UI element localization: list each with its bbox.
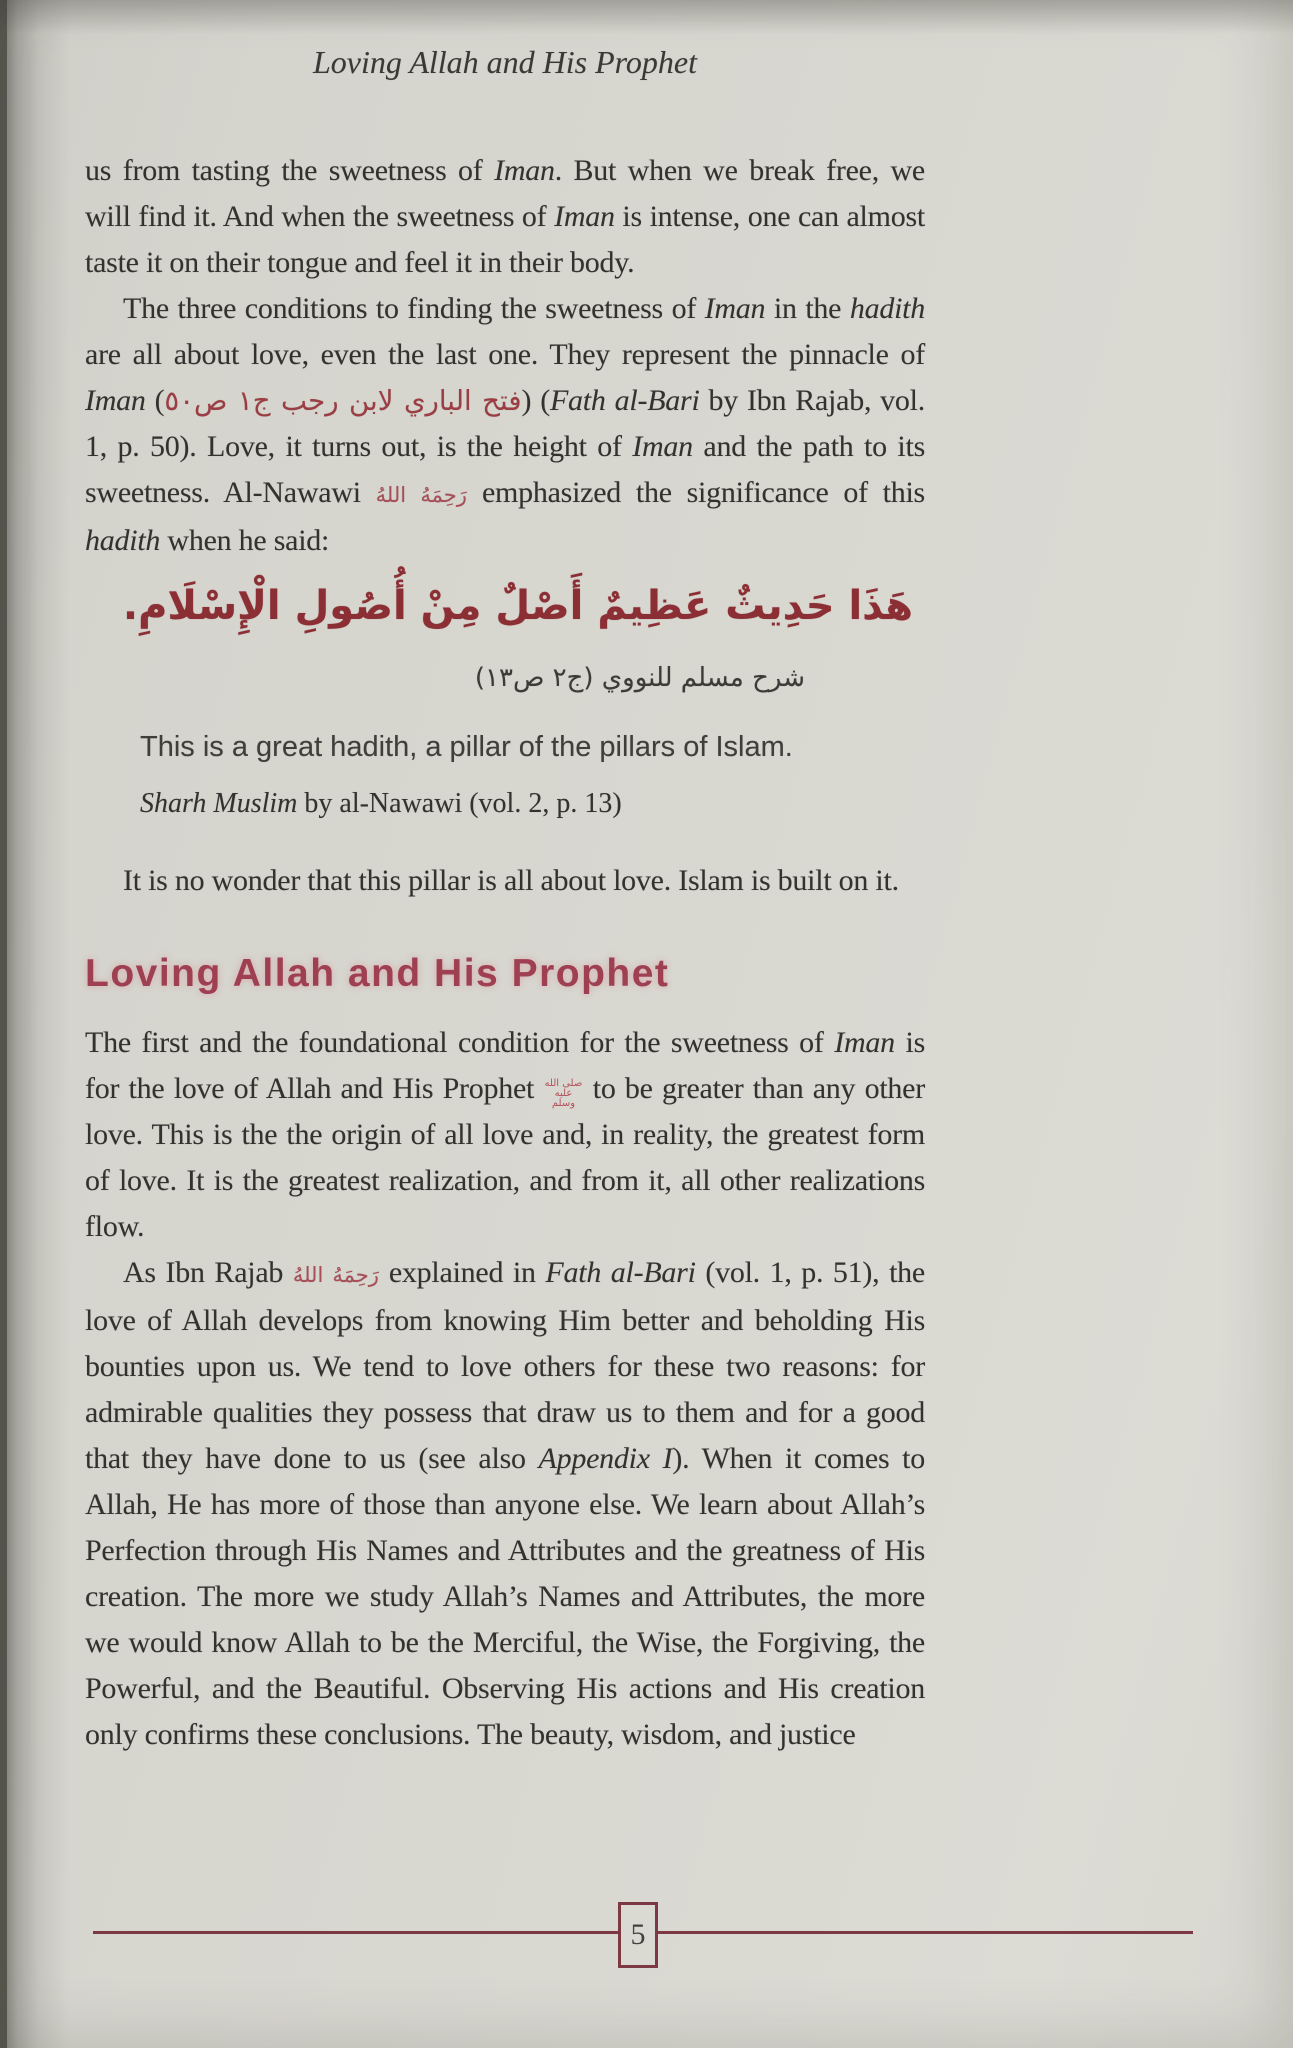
text-column: [85, 148, 925, 1758]
hadith-citation: Sharh Muslim by al-Nawawi (vol. 2, p. 13): [140, 788, 622, 819]
section-heading: Loving Allah and His Prophet: [85, 952, 670, 995]
running-header: Loving Allah and His Prophet: [313, 44, 697, 80]
body-paragraph-5: As Ibn Rajab رَحِمَهُ اللهُ explained in Fath al-Bari (vol. 1, p. 51), the love of Allah develops from knowing Him better and beholding His bounties upon us. We tend to love others for these two reasons: for admirable qualities they possess that draw us to them and for a good that they have done to us (see also Appendix I). When it comes to Allah, He has more of those than anyone else. We learn about Allah’s Perfection through His Names and Attributes and the greatness of His creation. The more we study Allah’s Names and Attributes, the more we would know Allah to be the Merciful, the Wise, the Forgiving, the Powerful, and the Beautiful. Observing His actions and His creation only confirms these conclusions. The beauty, wisdom, and justice: [85, 1256, 925, 1751]
body-paragraph-2: The three conditions to finding the sweetness of Iman in the hadith are all about love, even the last one. They represent the pinnacle of Iman (فتح الباري لابن رجب ج١ ص٥٠) (Fath al-Bari by Ibn Rajab, vol. 1, p. 50). Love, it turns out, is the height of Iman and the path to its sweetness. Al-Nawawi رَحِمَهُ اللهُ emphasized the significance of this hadith when he said:: [85, 292, 926, 557]
page-number-box: [618, 1902, 658, 1968]
body-paragraph-1: us from tasting the sweetness of Iman. But when we break free, we will find it. And when the sweetness of Iman is intense, one can almost taste it on their tongue and feel it in their body.: [85, 154, 925, 279]
body-paragraph-4: The first and the foundational condition for the sweetness of Iman is for the love of Allah and His Prophet صلى الله عليه وسلم to be greater than any other love. This is the the origin of all love and, in reality, the greatest form of love. It is the greatest realization, and from it, all other realizations flow.: [85, 1026, 925, 1243]
top-edge-shadow: [0, 0, 1293, 34]
body-paragraph-3: It is no wonder that this pillar is all about love. Islam is built on it.: [123, 864, 899, 897]
hadith-arabic-text: هَذَا حَدِيثٌ عَظِيمٌ أَصْلٌ مِنْ أُصُولِ الْإِسْلَامِ.: [122, 583, 913, 629]
page-edge-strip: [0, 0, 7, 2048]
hadith-translation: This is a great hadith, a pillar of the pillars of Islam.: [140, 731, 793, 763]
page-number: 5: [630, 1918, 646, 1951]
gutter-shadow: [0, 0, 70, 2048]
hadith-citation-arabic: شرح مسلم للنووي (ج٢ ص١٣): [474, 663, 805, 693]
